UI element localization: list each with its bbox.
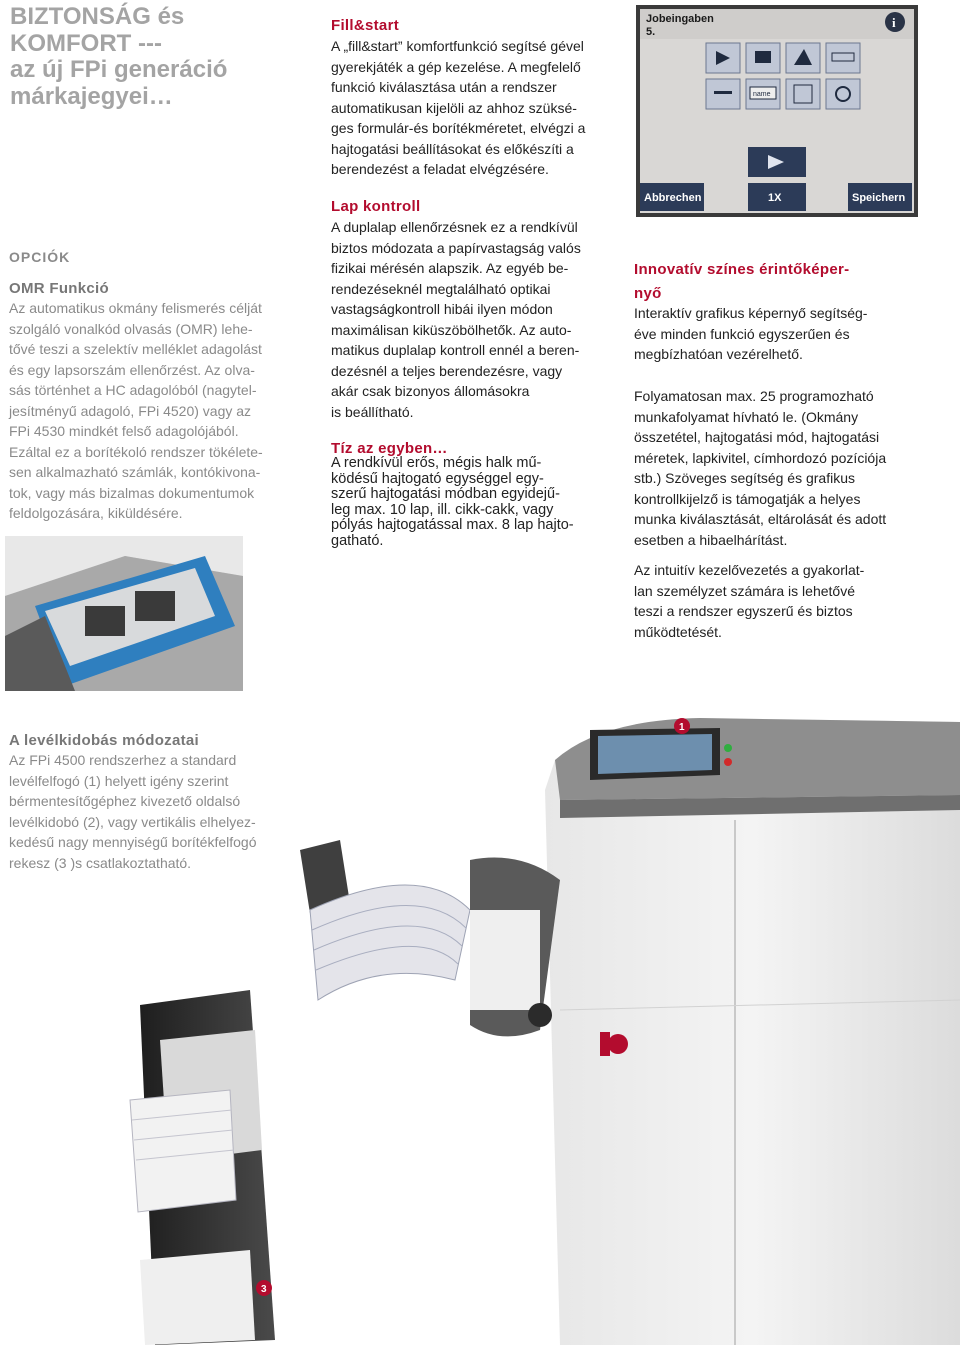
touchscreen-body: Interaktív grafikus képernyő segítség- éve minden funkció egyszerűen és megbízhatóan vezérelhető. (634, 305, 868, 362)
svg-text:Abbrechen: Abbrechen (644, 192, 702, 204)
omr-body: Az automatikus okmány felismerés célját szolgáló vonalkód olvasás (OMR) lehe- tővé teszi a szelektív melléklet adagolást és egy lapsorszám ellenőrzést. Az olva- sás történhet a HC adagolóból (nagytel- jesítményű adagoló, FPi 4520) vagy az FPi 4530 mindkét felső adagolójából. Ezáltal ez a borítékoló rendszer tökélete- sen alkalmazható számlák, kontókivona- tok, vagy más bizalmas dokumentumok feldolgozására, kiküldésére. (9, 300, 263, 521)
svg-text:1X: 1X (768, 192, 782, 204)
machine-touchscreen (590, 728, 732, 780)
tiz-az-egyben-body: A rendkívül erős, mégis halk mű- ködésű hajtogató egységgel egy- szerű hajtogatási módban egyidejű- leg max. 10 lap, ill. cikk-cakk, vagy pólyás hajtogatással max. 8 lap hajto- gatható. (331, 455, 574, 549)
fill-start-title: Fill&start (331, 17, 400, 34)
touchscreen-title: Innovatív színes érintőképer- nyő (634, 261, 850, 302)
touchscreen-photo (636, 5, 918, 217)
machine-photo (0, 700, 960, 1345)
lap-kontroll-title: Lap kontroll (331, 198, 421, 215)
screen-title: Jobeingaben (646, 13, 714, 25)
programs-body: Folyamatosan max. 25 programozható munkafolyamat hívható le. (Okmány összetétel, hajtogatási mód, hajtogatási méretek, lapkivitel, címhordozó pozíciója stb.) Szöveges segítség és grafikus kontrollkijelző is támogatják a helyes munka kiválasztását, eltárolását és adott esetben a hibaelhárítást. (634, 388, 887, 548)
options-heading: OPCIÓK (9, 249, 71, 265)
fill-start-body: A „fill&start” komfortfunkció segítsé gével gyerekjáték a gép kezelése. A megfelelő funkció kiválasztása után a rendszer automatikusan kijelöli az ahhoz szüksé- ges formulár-és borítékméretet, elvégzi a hajtogatási beállításokat és előkészíti a berendezést a feladat elvégzésére. (331, 38, 586, 177)
feeder-illustration (5, 536, 243, 691)
touchscreen-illustration (636, 5, 918, 217)
callout-1-label: 1 (679, 722, 685, 733)
screen-subtitle: 5. (646, 26, 656, 38)
feeder-photo (5, 536, 243, 691)
svg-text:name: name (753, 91, 771, 98)
output-modes-body: Az FPi 4500 rendszerhez a standard levélfelfogó (1) helyett igény szerint bérmentesítőgéphez kivezető oldalsó levélkidobó (2), vagy vertikális elhelyez- kedésű nagy mennyiségű borítékfelfogó rekesz (3 )s csatlakoztatható. (9, 752, 257, 871)
lap-kontroll-body: A duplalap ellenőrzésnek ez a rendkívül biztos módozata a papírvastagság valós fizikai mérésén alapszik. Az egyéb be- rendezéseknél megtalálható optikai vastagságkontroll hibái ilyen módon maximálisan kiküszöbölhetők. Az auto- matikus duplalap kontroll ennél a beren- dezésnél a teljes berendezésre, vagy akár csak bizonyos állomásokra is beállítható. (331, 219, 581, 420)
svg-text:Speichern: Speichern (852, 192, 906, 204)
omr-title: OMR Funkció (9, 280, 109, 297)
callout-3-label: 3 (261, 1284, 267, 1295)
intuitive-body: Az intuitív kezelővezetés a gyakorlat- lan személyzet számára is lehetővé teszi a rendszer egyszerű és biztos működtetését. (634, 562, 865, 640)
svg-text:i: i (892, 15, 896, 30)
machine-illustration (0, 700, 960, 1345)
output-modes-title: A levélkidobás módozatai (9, 732, 200, 749)
tiz-az-egyben-title: Tíz az egyben… (331, 440, 448, 457)
page-headline: BIZTONSÁG és KOMFORT --- az új FPi generáció márkajegyei… (10, 3, 228, 110)
